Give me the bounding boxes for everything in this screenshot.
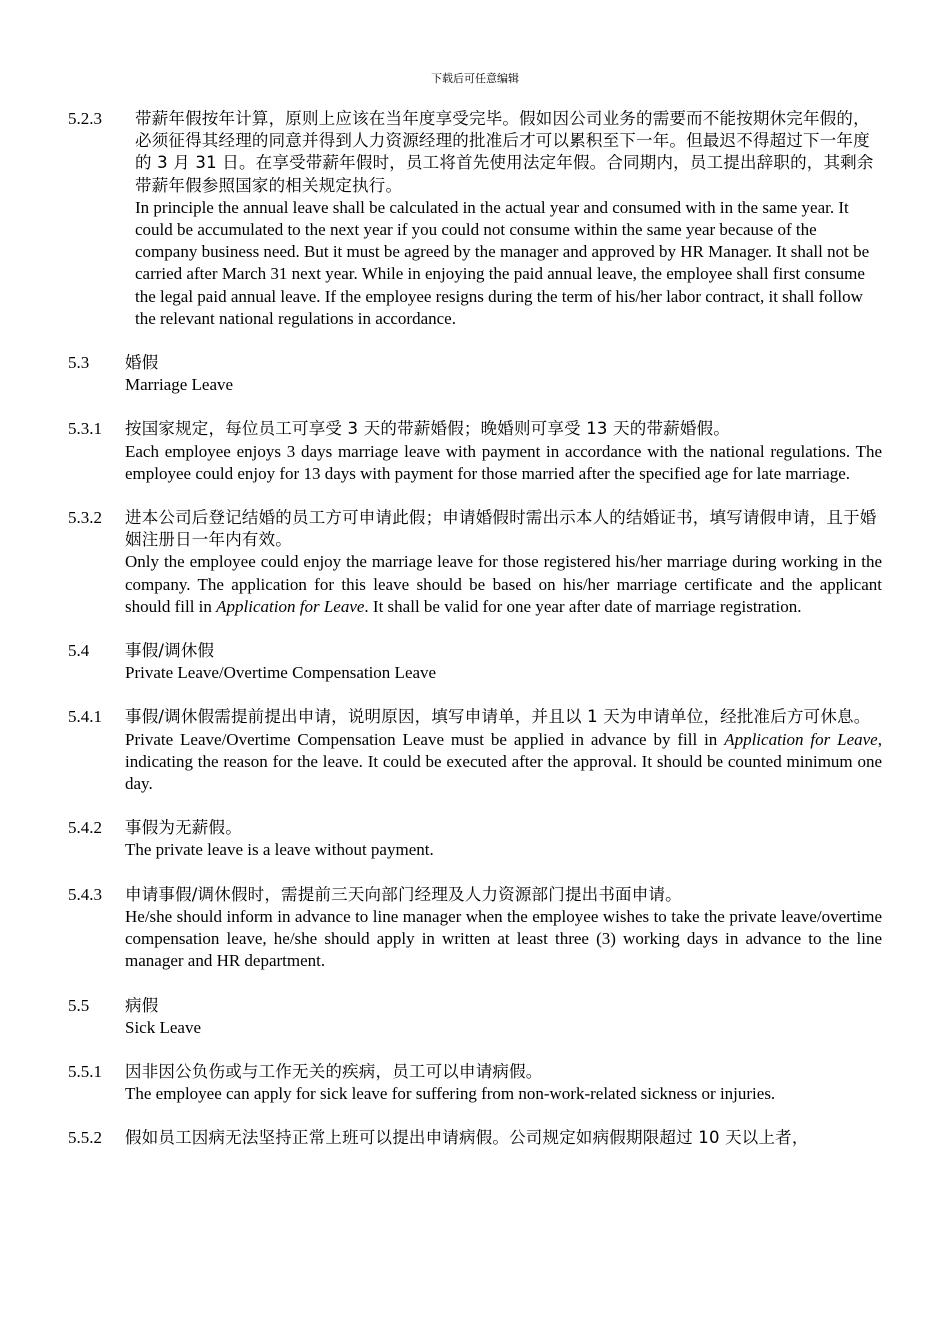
clause-text-zh: 事假/调休假需提前提出申请，说明原因，填写申请单，并且以 1 天为申请单位，经批准后方可休息。	[125, 707, 871, 727]
page-header-note: 下载后可任意编辑	[431, 72, 519, 85]
clause-5-3-1	[68, 418, 882, 485]
clause-text-en	[125, 729, 882, 796]
clause-text-zh: 因非因公负伤或与工作无关的疾病，员工可以申请病假。	[125, 1061, 543, 1081]
section-heading-zh: 病假	[125, 995, 159, 1015]
clause-text-en-part: , indicating the reason for the leave. It could be executed after the approval. It should be counted minimum one day.	[125, 729, 882, 794]
clause-number: 5.2.3	[68, 109, 102, 128]
clause-number: 5.4	[68, 641, 90, 661]
clause-text-zh: 申请事假/调休假时，需提前三天向部门经理及人力资源部门提出书面申请。	[125, 884, 682, 904]
section-heading-en: Marriage Leave	[125, 375, 234, 395]
clause-text-en: Each employee enjoys 3 days marriage leave with payment in accordance with the national regulations. The employee could enjoy for 13 days with payment for those married after the specified age for late marriage.	[125, 441, 882, 483]
clause-text-zh: 假如员工因病无法坚持正常上班可以提出申请病假。公司规定如病假期限超过 10 天以上者，	[125, 1128, 809, 1148]
clause-text-zh: 进本公司后登记结婚的员工方可申请此假；申请婚假时需出示本人的结婚证书，填写请假申请，且于婚姻注册日一年内有效。	[125, 508, 877, 550]
clause-text-en-part: . It shall be valid for one year after date of marriage registration.	[364, 596, 802, 616]
clause-number: 5.3.1	[68, 419, 102, 439]
clause-text-en: He/she should inform in advance to line manager when the employee wishes to take the private leave/overtime compensation leave, he/she should apply in written at least three (3) working days in advance to the line manager and HR department.	[125, 906, 882, 971]
clause-text-zh: 事假为无薪假。	[125, 818, 242, 838]
clause-number: 5.5	[68, 995, 90, 1015]
clause-5-5-1	[68, 1061, 882, 1105]
clause-text-en: In principle the annual leave shall be calculated in the actual year and consumed with in the same year. It could be accumulated to the next year if you could not consume within the same year because of the company business need. But it must be agreed by the manager and approved by HR Manager. It shall not be carried after March 31 next year. While in enjoying the paid annual leave, the employee shall first consume the legal paid annual leave. If the employee resigns during the term of his/her labor contract, it shall follow the relevant national regulations in accordance.	[135, 197, 870, 328]
clause-5-4-2	[68, 817, 882, 861]
clause-text-en-part: Only the employee could enjoy the marriage leave for those registered his/her marriage during working in the company. The application for this leave should be based on his/her marriage certificate and the applicant should fill in	[125, 552, 882, 616]
form-name: Application for Leave	[724, 729, 878, 749]
clause-5-3-2	[68, 507, 882, 618]
clause-number: 5.3.2	[68, 508, 102, 528]
clause-5-5-2	[68, 1127, 882, 1149]
clause-5-4	[68, 640, 882, 684]
clause-number: 5.4.2	[68, 818, 102, 838]
clause-number: 5.3	[68, 353, 90, 373]
clause-text-en: The employee can apply for sick leave for suffering from non-work-related sickness or injuries.	[125, 1084, 776, 1104]
clause-5-2-3	[68, 108, 882, 330]
clause-text-en	[125, 551, 882, 618]
clause-5-4-3	[68, 884, 882, 973]
section-heading-zh: 事假/调休假	[125, 641, 215, 661]
clause-number: 5.4.1	[68, 707, 102, 727]
clause-5-4-1	[68, 706, 882, 795]
section-heading-zh: 婚假	[125, 353, 159, 373]
clause-text-en: The private leave is a leave without payment.	[125, 840, 434, 860]
clause-number: 5.4.3	[68, 884, 102, 904]
clause-number: 5.5.1	[68, 1061, 102, 1081]
clause-number: 5.5.2	[68, 1128, 102, 1148]
clause-text-zh: 按国家规定，每位员工可享受 3 天的带薪婚假；晚婚则可享受 13 天的带薪婚假。	[125, 419, 730, 439]
clause-5-3	[68, 352, 882, 396]
section-heading-en: Sick Leave	[125, 1017, 201, 1037]
clause-text-zh: 带薪年假按年计算，原则上应该在当年度享受完毕。假如因公司业务的需要而不能按期休完年假的，必须征得其经理的同意并得到人力资源经理的批准后才可以累积至下一年。但最迟不得超过下一年度的 3 月 31 日。在享受带薪年假时，员工将首先使用法定年假。合同期内，员工提出辞职的，其剩余带薪年假参照国家的相关规定执行。	[135, 109, 874, 195]
document-body	[68, 108, 882, 1150]
clause-text-en-part: Private Leave/Overtime Compensation Leave must be applied in advance by fill in	[125, 729, 725, 749]
form-name: Application for Leave	[216, 596, 365, 616]
clause-5-5	[68, 995, 882, 1039]
section-heading-en: Private Leave/Overtime Compensation Leave	[125, 663, 437, 683]
